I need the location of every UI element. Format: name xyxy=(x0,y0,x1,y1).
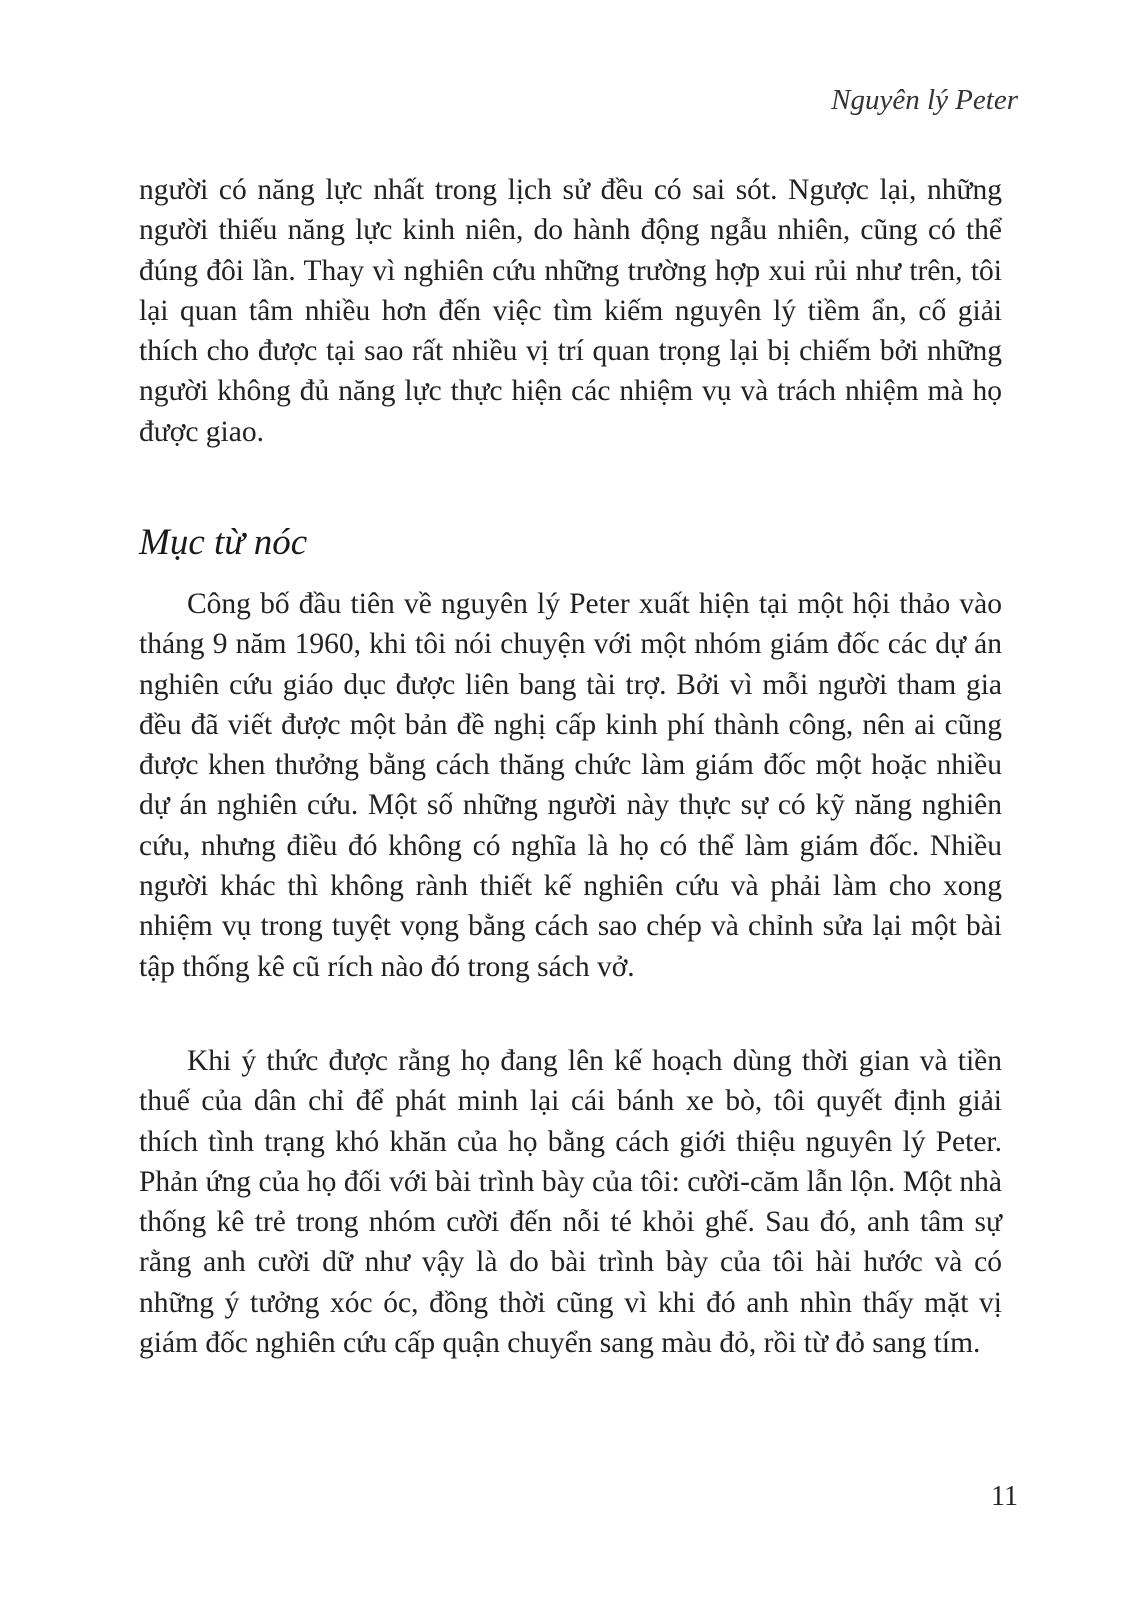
section-heading: Mục từ nóc xyxy=(139,522,308,563)
paragraph-1: Công bố đầu tiên về nguyên lý Peter xuất hiện tại một hội thảo vào tháng 9 năm 1960, khi tôi nói chuyện với một nhóm giám đốc các dự án nghiên cứu giáo dục được liên bang tài trợ. Bởi vì mỗi người tham gia đều đã viết được một bản đề nghị cấp kinh phí thành công, nên ai cũng được khen thưởng bằng cách thăng chức làm giám đốc một hoặc nhiều dự án nghiên cứu. Một số những người này thực sự có kỹ năng nghiên cứu, nhưng điều đó không có nghĩa là họ có thể làm giám đốc. Nhiều người khác thì không rành thiết kế nghiên cứu và phải làm cho xong nhiệm vụ trong tuyệt vọng bằng cách sao chép và chỉnh sửa lại một bài tập thống kê cũ rích nào đó trong sách vở. xyxy=(139,588,1002,983)
running-header: Nguyên lý Peter xyxy=(831,84,1018,116)
paragraph-2: Khi ý thức được rằng họ đang lên kế hoạch dùng thời gian và tiền thuế của dân chỉ để phát minh lại cái bánh xe bò, tôi quyết định giải thích tình trạng khó khăn của họ bằng cách giới thiệu nguyên lý Peter. Phản ứng của họ đối với bài trình bày của tôi: cười-căm lẫn lộn. Một nhà thống kê trẻ trong nhóm cười đến nỗi té khỏi ghế. Sau đó, anh tâm sự rằng anh cười dữ như vậy là do bài trình bày của tôi hài hước và có những ý tưởng xóc óc, đồng thời cũng vì khi đó anh nhìn thấy mặt vị giám đốc nghiên cứu cấp quận chuyển sang màu đỏ, rồi từ đỏ sang tím. xyxy=(139,1045,1002,1360)
continued-paragraph: người có năng lực nhất trong lịch sử đều có sai sót. Ngược lại, những người thiếu năng lực kinh niên, do hành động ngẫu nhiên, cũng có thể đúng đôi lần. Thay vì nghiên cứu những trường hợp xui rủi như trên, tôi lại quan tâm nhiều hơn đến việc tìm kiếm nguyên lý tiềm ẩn, cố giải thích cho được tại sao rất nhiều vị trí quan trọng lại bị chiếm bởi những người không đủ năng lực thực hiện các nhiệm vụ và trách nhiệm mà họ được giao. xyxy=(139,174,1002,448)
page-number: 11 xyxy=(991,1481,1018,1512)
